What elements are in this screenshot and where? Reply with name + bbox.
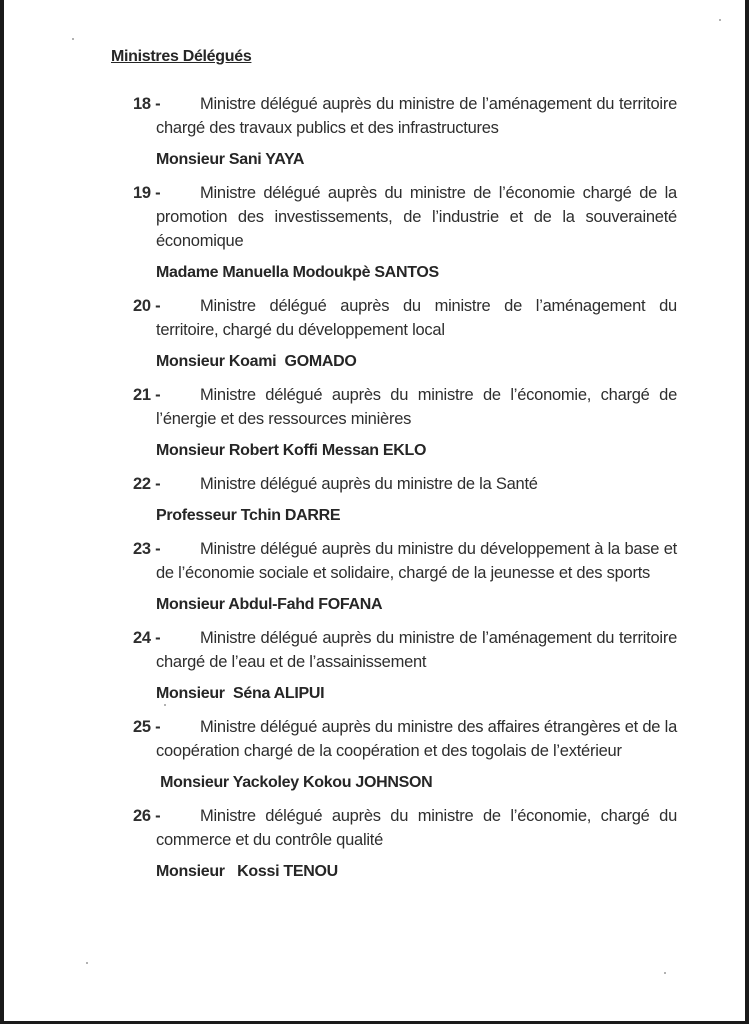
- ministry-title: Ministre délégué auprès du ministre des affaires étrangères et de la coopération chargé de la coopération et des togolais de l’extérieur: [156, 718, 677, 760]
- ministry-description: [133, 626, 677, 674]
- ministry-description: [133, 804, 677, 852]
- section-title: Ministres Délégués: [111, 48, 252, 65]
- ministry-title: Ministre délégué auprès du ministre de l’économie, chargé du commerce et du contrôle qualité: [156, 807, 677, 849]
- list-item-21: [133, 383, 677, 460]
- ministry-title: Ministre délégué auprès du ministre de l’économie, chargé de l’énergie et des ressources minières: [156, 386, 677, 428]
- scan-speck: [86, 962, 88, 964]
- scan-speck: [719, 19, 721, 21]
- list-item-20: [133, 294, 677, 371]
- entry-number: 20 -: [133, 297, 161, 315]
- ministry-title: Ministre délégué auprès du ministre de l’aménagement du territoire chargé des travaux publics et des infrastructures: [156, 95, 677, 137]
- ministry-description: [133, 472, 677, 496]
- list-item-24: [133, 626, 677, 703]
- ministry-title: Ministre délégué auprès du ministre de la Santé: [200, 475, 538, 493]
- list-item-22: [133, 472, 677, 525]
- entry-number: 25 -: [133, 718, 161, 736]
- entry-number: 18 -: [133, 95, 161, 113]
- ministers-list: [133, 92, 677, 893]
- entry-number: 26 -: [133, 807, 161, 825]
- ministry-title: Ministre délégué auprès du ministre du développement à la base et de l’économie sociale et solidaire, chargé de la jeunesse et des sports: [156, 540, 677, 582]
- document-page: [4, 0, 745, 1021]
- minister-name: Monsieur Séna ALIPUI: [156, 685, 325, 702]
- minister-name: Monsieur Abdul-Fahd FOFANA: [156, 596, 383, 613]
- list-item-18: [133, 92, 677, 169]
- ministry-title: Ministre délégué auprès du ministre de l’économie chargé de la promotion des investissements, de l’industrie et de la souveraineté économique: [156, 184, 677, 250]
- ministry-title: Ministre délégué auprès du ministre de l’aménagement du territoire, chargé du développement local: [156, 297, 677, 339]
- ministry-description: [133, 92, 677, 140]
- minister-name: Monsieur Yackoley Kokou JOHNSON: [156, 774, 433, 791]
- ministry-description: [133, 181, 677, 253]
- entry-number: 22 -: [133, 475, 161, 493]
- minister-name: Monsieur Sani YAYA: [156, 151, 305, 168]
- ministry-description: [133, 537, 677, 585]
- list-item-19: [133, 181, 677, 282]
- list-item-25: [133, 715, 677, 792]
- list-item-23: [133, 537, 677, 614]
- minister-name: Madame Manuella Modoukpè SANTOS: [156, 264, 439, 281]
- ministry-description: [133, 294, 677, 342]
- entry-number: 21 -: [133, 386, 161, 404]
- list-item-26: [133, 804, 677, 881]
- minister-name: Monsieur Robert Koffi Messan EKLO: [156, 442, 427, 459]
- scan-speck: [72, 38, 74, 40]
- entry-number: 24 -: [133, 629, 161, 647]
- minister-name: Monsieur Kossi TENOU: [156, 863, 338, 880]
- scan-speck: [664, 972, 666, 974]
- entry-number: 23 -: [133, 540, 161, 558]
- ministry-title: Ministre délégué auprès du ministre de l’aménagement du territoire chargé de l’eau et de l’assainissement: [156, 629, 677, 671]
- minister-name: Monsieur Koami GOMADO: [156, 353, 357, 370]
- entry-number: 19 -: [133, 184, 161, 202]
- ministry-description: [133, 383, 677, 431]
- minister-name: Professeur Tchin DARRE: [156, 507, 341, 524]
- scan-speck: [164, 704, 166, 706]
- ministry-description: [133, 715, 677, 763]
